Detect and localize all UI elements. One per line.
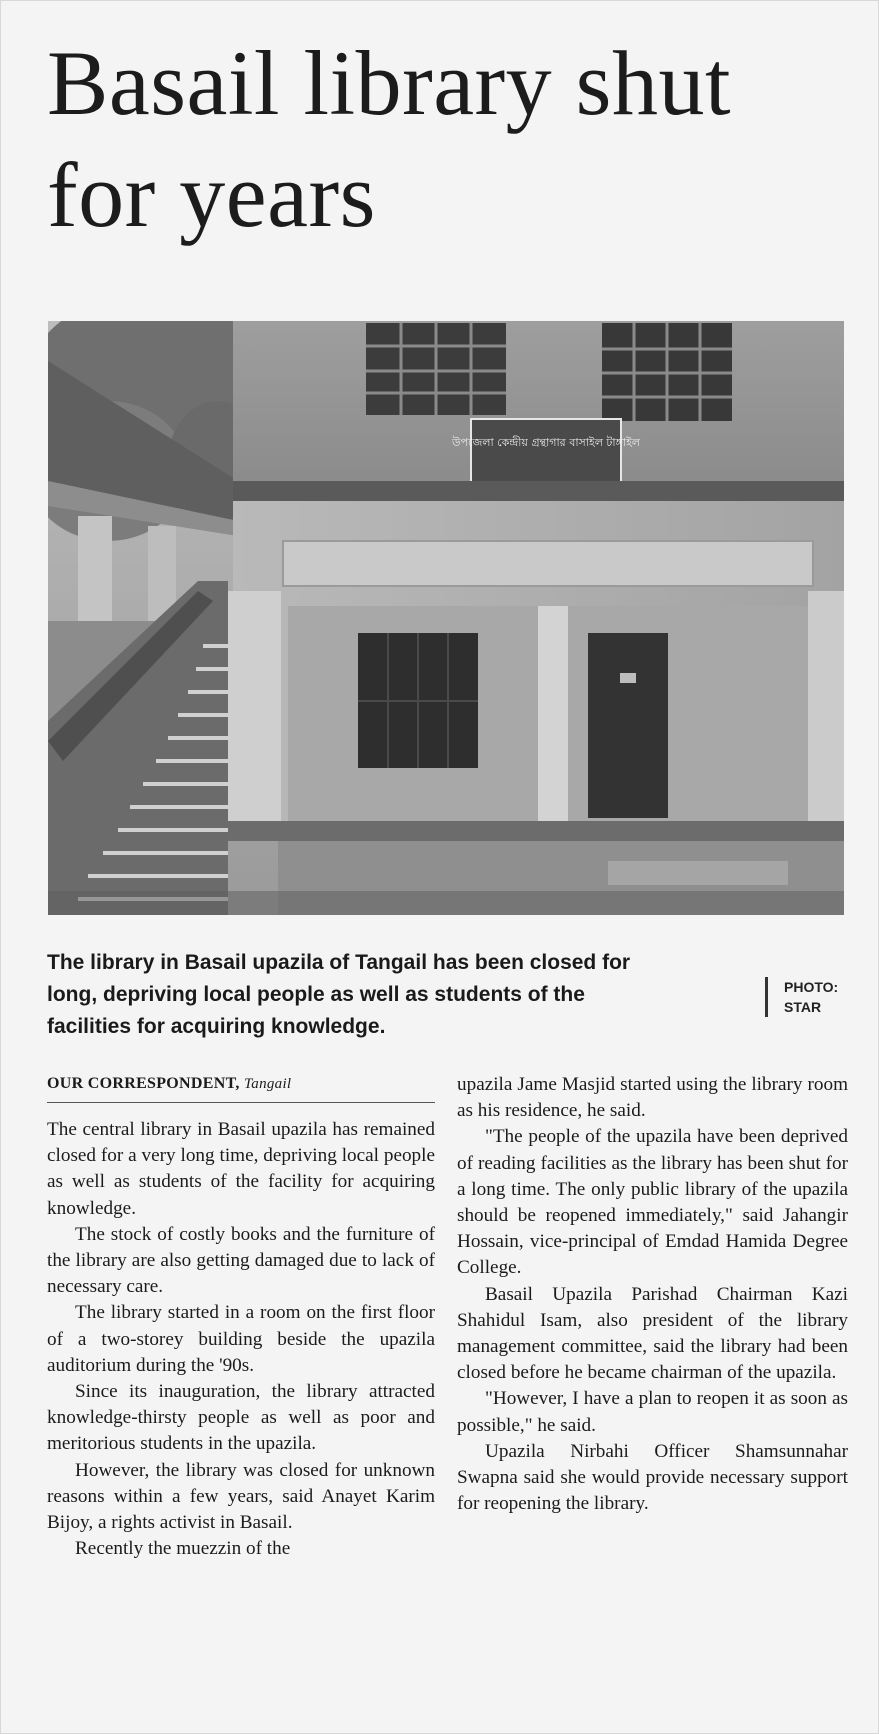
photo-caption: The library in Basail upazila of Tangail has been closed for long, depriving local people as well as students of the facilities for acquiring knowledge. — [47, 951, 631, 1038]
paragraph: However, the library was closed for unknown reasons within a few years, said Anayet Karim Bijoy, a rights activist in Basail. — [47, 1459, 435, 1534]
paragraph: The central library in Basail upazila has remained closed for a very long time, depriving local people as well as students of the facility for acquiring knowledge. — [47, 1119, 435, 1219]
photo-credit-source: STAR — [784, 999, 822, 1015]
article-column-2 — [457, 1072, 848, 1517]
photo-credit-label: PHOTO: — [784, 979, 839, 995]
paragraph: Upazila Nirbahi Officer Shamsunnahar Swapna said she would provide necessary support for reopening the library. — [457, 1440, 848, 1515]
paragraph: Recently the muezzin of the — [75, 1538, 291, 1560]
paragraph: Basail Upazila Parishad Chairman Kazi Shahidul Isam, also president of the library management committee, said the library had been closed before he became chairman of the upazila. — [457, 1283, 848, 1384]
library-building-photo — [48, 321, 844, 915]
headline: Basail library shut for years — [47, 32, 732, 246]
article-column-1 — [47, 1073, 435, 1562]
byline-place: Tangail — [244, 1076, 292, 1092]
byline-author: OUR CORRESPONDENT, — [47, 1075, 240, 1092]
paragraph: Since its inauguration, the library attracted knowledge-thirsty people as well as poor and meritorious students in the upazila. — [47, 1381, 435, 1455]
paragraph: "However, I have a plan to reopen it as soon as possible," he said. — [457, 1388, 848, 1436]
sign-board-text: উপজেলা কেন্দ্রীয় গ্রন্থাগার বাসাইল টাঙ্গাইল — [452, 436, 640, 449]
byline — [47, 1073, 435, 1103]
paragraph: The library started in a room on the first floor of a two-storey building beside the upazila auditorium during the '90s. — [47, 1302, 435, 1376]
paragraph: upazila Jame Masjid started using the library room as his residence, he said. — [457, 1074, 848, 1122]
paragraph: "The people of the upazila have been deprived of reading facilities as the library has been shut for a long time. The only public library of the upazila should be reopened immediately," said Jahangir Hossain, vice-principal of Emdad Hamida Degree College. — [457, 1126, 848, 1279]
photo-credit — [765, 977, 838, 1017]
paragraph: The stock of costly books and the furniture of the library are also getting damaged due to lack of necessary care. — [47, 1223, 435, 1298]
